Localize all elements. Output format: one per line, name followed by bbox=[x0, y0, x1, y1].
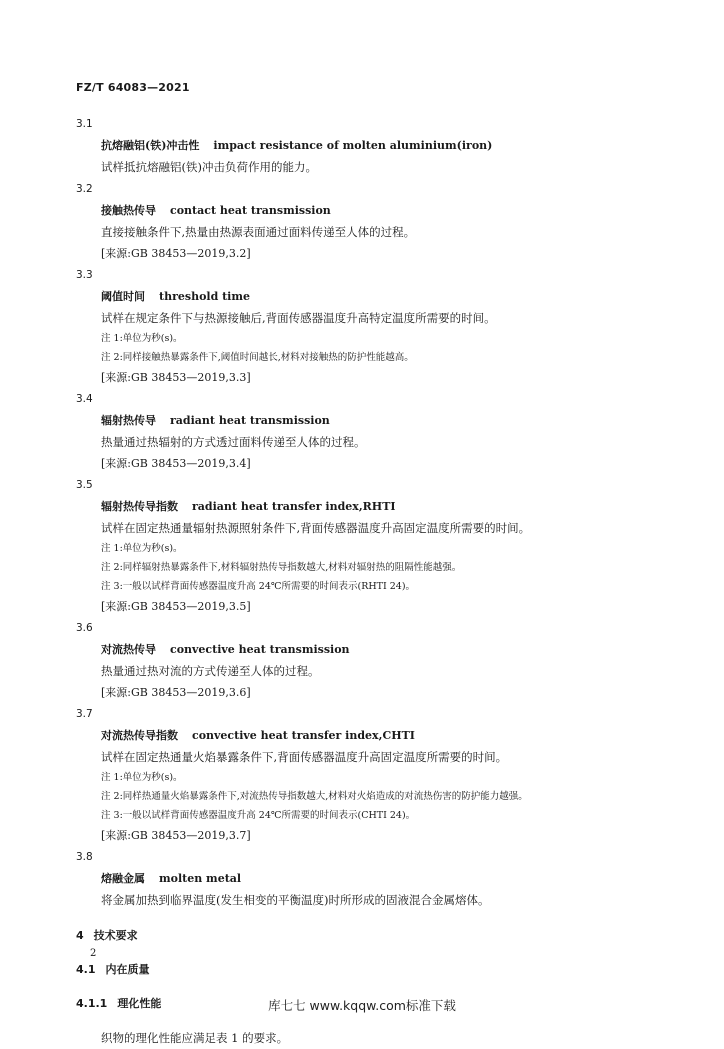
term-definition: 热量通过热辐射的方式透过面料传递至人体的过程。 bbox=[101, 435, 366, 449]
term-definition: 直接接触条件下,热量由热源表面通过面料传递至人体的过程。 bbox=[101, 225, 416, 239]
term-source: [来源:GB 38453—2019,3.2] bbox=[101, 247, 251, 260]
term-note: 注 1:单位为秒(s)。 bbox=[101, 543, 183, 554]
term-heading bbox=[101, 868, 724, 890]
section-number: 4.1 bbox=[76, 963, 96, 976]
term-heading bbox=[101, 200, 724, 222]
section-heading-4 bbox=[76, 925, 724, 947]
term-heading bbox=[101, 410, 724, 432]
term-source: [来源:GB 38453—2019,3.6] bbox=[101, 686, 251, 699]
term-english: contact heat transmission bbox=[170, 204, 331, 217]
term-definition: 将金属加热到临界温度(发生相变的平衡温度)时所形成的固液混合金属熔体。 bbox=[101, 893, 490, 907]
term-chinese: 辐射热传导指数 bbox=[101, 500, 178, 513]
spacer bbox=[0, 981, 724, 993]
body-paragraph: 织物的理化性能应满足表 1 的要求。 bbox=[101, 1031, 289, 1045]
term-number: 3.2 bbox=[76, 183, 93, 195]
document-id-header: FZ/T 64083—2021 bbox=[76, 81, 190, 94]
term-heading bbox=[101, 725, 724, 747]
term-number: 3.3 bbox=[76, 269, 93, 281]
term-chinese: 对流热传导指数 bbox=[101, 729, 178, 742]
term-definition: 试样在规定条件下与热源接触后,背面传感器温度升高特定温度所需要的时间。 bbox=[101, 311, 496, 325]
page-number: 2 bbox=[90, 948, 97, 959]
section-number: 4.1.1 bbox=[76, 997, 108, 1010]
term-note: 注 2:同样接触热暴露条件下,阈值时间越长,材料对接触热的防护性能越高。 bbox=[101, 352, 414, 363]
term-chinese: 熔融金属 bbox=[101, 872, 145, 885]
term-note: 注 3:一般以试样背面传感器温度升高 24℃所需要的时间表示(RHTI 24)。 bbox=[101, 581, 416, 592]
footer-watermark: 库七七 www.kqqw.com标准下载 bbox=[268, 998, 456, 1013]
term-english: convective heat transmission bbox=[170, 643, 350, 656]
term-chinese: 对流热传导 bbox=[101, 643, 156, 656]
section-title: 理化性能 bbox=[117, 997, 162, 1010]
term-heading bbox=[101, 496, 724, 518]
term-english: impact resistance of molten aluminium(iron) bbox=[213, 139, 493, 152]
term-chinese: 辐射热传导 bbox=[101, 414, 156, 427]
term-note: 注 2:同样热通量火焰暴露条件下,对流热传导指数越大,材料对火焰造成的对流热伤害的防护能力越强。 bbox=[101, 791, 528, 802]
term-source: [来源:GB 38453—2019,3.7] bbox=[101, 829, 251, 842]
term-english: threshold time bbox=[159, 290, 250, 303]
term-note: 注 1:单位为秒(s)。 bbox=[101, 333, 183, 344]
term-number: 3.5 bbox=[76, 479, 93, 491]
section-title: 内在质量 bbox=[105, 963, 150, 976]
term-definition: 试样抵抗熔融铝(铁)冲击负荷作用的能力。 bbox=[101, 160, 317, 174]
section-number: 4 bbox=[76, 929, 84, 942]
term-note: 注 3:一般以试样背面传感器温度升高 24℃所需要的时间表示(CHTI 24)。 bbox=[101, 810, 416, 821]
term-english: radiant heat transfer index,RHTI bbox=[192, 500, 396, 513]
term-chinese: 抗熔融铝(铁)冲击性 bbox=[101, 139, 200, 152]
term-definition: 试样在固定热通量火焰暴露条件下,背面传感器温度升高固定温度所需要的时间。 bbox=[101, 750, 508, 764]
spacer bbox=[0, 911, 724, 925]
term-number: 3.4 bbox=[76, 393, 93, 405]
term-heading bbox=[101, 135, 724, 157]
spacer bbox=[0, 1015, 724, 1027]
term-heading bbox=[101, 639, 724, 661]
term-english: molten metal bbox=[159, 872, 242, 885]
term-number: 3.8 bbox=[76, 851, 93, 863]
term-chinese: 阈值时间 bbox=[101, 290, 145, 303]
section-heading-4-1 bbox=[76, 959, 724, 981]
term-source: [来源:GB 38453—2019,3.5] bbox=[101, 600, 251, 613]
term-number: 3.6 bbox=[76, 622, 93, 634]
term-english: radiant heat transmission bbox=[170, 414, 330, 427]
term-english: convective heat transfer index,CHTI bbox=[192, 729, 415, 742]
term-number: 3.7 bbox=[76, 708, 93, 720]
section-title: 技术要求 bbox=[93, 929, 138, 942]
term-definition: 热量通过热对流的方式传递至人体的过程。 bbox=[101, 664, 320, 678]
term-source: [来源:GB 38453—2019,3.3] bbox=[101, 371, 251, 384]
term-source: [来源:GB 38453—2019,3.4] bbox=[101, 457, 251, 470]
term-definition: 试样在固定热通量辐射热源照射条件下,背面传感器温度升高固定温度所需要的时间。 bbox=[101, 521, 531, 535]
spacer bbox=[0, 947, 724, 959]
term-number: 3.1 bbox=[76, 118, 93, 130]
term-heading bbox=[101, 286, 724, 308]
terms-section bbox=[0, 113, 724, 1049]
term-chinese: 接触热传导 bbox=[101, 204, 156, 217]
term-note: 注 1:单位为秒(s)。 bbox=[101, 772, 183, 783]
term-note: 注 2:同样辐射热暴露条件下,材料辐射热传导指数越大,材料对辐射热的阻隔性能越强。 bbox=[101, 562, 462, 573]
